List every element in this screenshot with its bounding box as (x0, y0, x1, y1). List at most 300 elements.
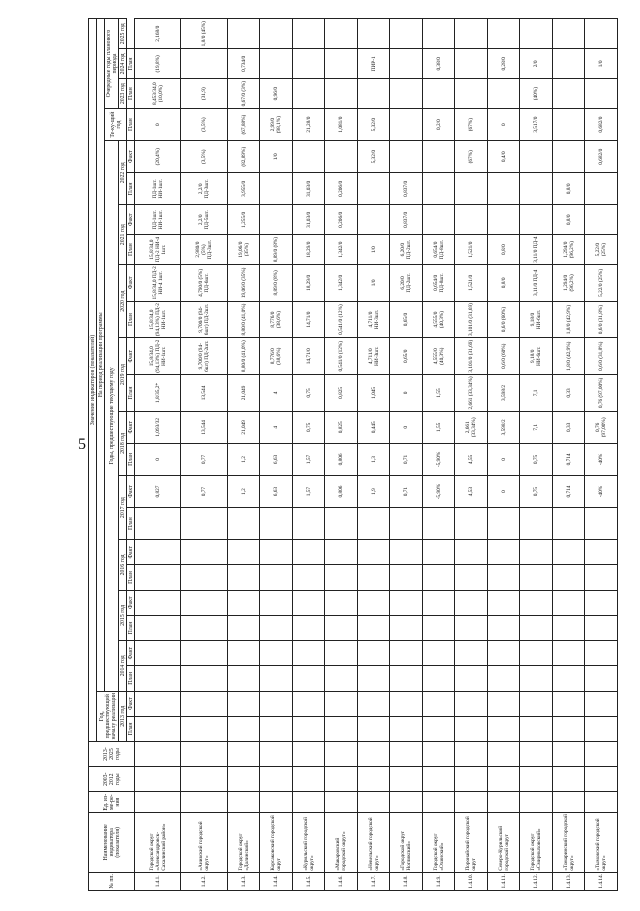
row-2003-2012 (520, 767, 553, 792)
row-cell (292, 141, 325, 173)
row-cell (227, 691, 260, 716)
row-cell (552, 666, 585, 691)
row-number: 1.4.2. (181, 872, 227, 890)
row-number: 1.4.7. (357, 872, 390, 890)
row-cell: 0,8/0 (487, 265, 520, 302)
row-cell: 4,55 (455, 443, 488, 475)
row-cell (325, 615, 358, 640)
row-cell: 0,682/0 (585, 141, 618, 173)
row-2003-2012 (292, 767, 325, 792)
header-current-year: 2023 год (119, 79, 127, 109)
row-cell: 0,75 (292, 375, 325, 412)
row-2003-2012 (135, 767, 181, 792)
row-2013-2025 (552, 741, 585, 766)
row-cell (390, 141, 423, 173)
row-cell (292, 716, 325, 741)
header-fact-8: Факт (127, 205, 135, 235)
header-year-7: 2020 год (119, 265, 127, 338)
header-fact-4: Факт (127, 475, 135, 507)
header-plan-2: План (127, 615, 135, 640)
row-indicator-name: Северо-Курильский городской округ (487, 813, 520, 873)
row-cell: 0,8/0 (487, 235, 520, 265)
row-cell (520, 141, 553, 173)
row-cell: (3,5%) (181, 109, 227, 141)
row-cell (181, 508, 227, 540)
row-cell (260, 691, 293, 716)
header-plan-2025: План (127, 49, 135, 79)
header-fact-2: Факт (127, 590, 135, 615)
row-cell (227, 666, 260, 691)
row-cell (181, 691, 227, 716)
row-cell: 0,71 (390, 475, 423, 507)
row-cell (390, 590, 423, 615)
row-cell (227, 540, 260, 565)
row-number: 1.4.14. (585, 872, 618, 890)
row-cell: 1,521/0 (455, 265, 488, 302)
row-cell: 2,661 (33,34%) (455, 375, 488, 412)
rotated-table-wrapper (88, 18, 618, 891)
row-cell: 0,806 (325, 443, 358, 475)
row-cell (227, 615, 260, 640)
row-cell: 0,76 (97,00%) (585, 411, 618, 443)
row-cell: 21,049 (227, 375, 260, 412)
row-cell: 1/0 (585, 49, 618, 79)
row-cell: 2,980/0 (5%) ПД-3шт. (181, 235, 227, 265)
row-cell (260, 666, 293, 691)
row-cell (227, 565, 260, 590)
row-cell (135, 691, 181, 716)
row-cell: 7,1 (520, 411, 553, 443)
row-cell (325, 19, 358, 49)
row-unit (390, 792, 423, 813)
row-cell (487, 565, 520, 590)
row-cell: 8,776/0 (38,6%) (260, 301, 293, 338)
row-cell (325, 666, 358, 691)
row-cell (135, 716, 181, 741)
row-cell (357, 19, 390, 49)
row-cell: 1,255/0 (227, 205, 260, 235)
row-cell (260, 508, 293, 540)
row-cell (422, 508, 455, 540)
header-year-6: 2019 год (119, 338, 127, 411)
row-cell (135, 641, 181, 666)
row-cell (585, 641, 618, 666)
row-unit (487, 792, 520, 813)
header-plan-current: План (127, 109, 135, 141)
table-row (260, 19, 293, 891)
row-cell (227, 716, 260, 741)
row-cell (325, 540, 358, 565)
row-cell (357, 205, 390, 235)
header-current: Те-ку-щий год (105, 109, 127, 141)
row-2013-2025 (227, 741, 260, 766)
row-cell (325, 49, 358, 79)
row-cell: 1,8/0 (45%) (181, 19, 227, 49)
header-name: Наименование индикатора (показателя) (89, 813, 135, 873)
row-cell: 1,294/0 (96,2%) (552, 235, 585, 265)
row-cell: 0,734/0 (227, 49, 260, 79)
header-year-1: 2014 год (119, 641, 127, 691)
row-cell: ПД-1шт. НИ-1шт. (135, 173, 181, 205)
row-cell (487, 716, 520, 741)
row-2013-2025 (357, 741, 390, 766)
header-plan-2024: План (127, 79, 135, 109)
row-cell: 0,837/0 (390, 173, 423, 205)
row-cell: 8,89/0 (8%) (260, 235, 293, 265)
row-cell (552, 49, 585, 79)
row-cell (260, 716, 293, 741)
row-cell: 0,96/0 (260, 79, 293, 109)
row-cell (260, 173, 293, 205)
row-cell: 3,598/2 (487, 375, 520, 412)
row-cell: 1,8/0 (42,9%) (552, 301, 585, 338)
row-2013-2025 (292, 741, 325, 766)
table-row (520, 19, 553, 891)
row-cell: 4,790/0 (5%) ПД-6шт. (181, 265, 227, 302)
row-cell: 0,6/0 (60%) (487, 301, 520, 338)
row-cell: 8,80/0 (41,0%) (227, 338, 260, 375)
row-cell (357, 540, 390, 565)
row-2013-2025 (520, 741, 553, 766)
row-cell (455, 716, 488, 741)
header-fact-6: Факт (127, 338, 135, 375)
row-cell (585, 508, 618, 540)
row-number: 1.4.9. (422, 872, 455, 890)
row-cell: 0,33 (552, 375, 585, 412)
row-cell: 0,206/0 (325, 205, 358, 235)
header-plan-0: План (127, 716, 135, 741)
row-cell (552, 109, 585, 141)
row-cell (520, 590, 553, 615)
row-cell (325, 716, 358, 741)
row-cell (520, 540, 553, 565)
header-years-before: Годы, предшествующие текущему году (105, 141, 119, 691)
row-cell (390, 540, 423, 565)
row-cell: 19,06/0 (35%) (227, 265, 260, 302)
row-cell (260, 590, 293, 615)
row-cell: 1,57 (292, 475, 325, 507)
row-unit (552, 792, 585, 813)
row-2003-2012 (455, 767, 488, 792)
row-cell: 1,045 (357, 375, 390, 412)
row-cell (135, 565, 181, 590)
row-number: 1.4.13. (552, 872, 585, 890)
row-cell: 0 (487, 443, 520, 475)
row-cell (227, 641, 260, 666)
row-cell: 5,32/0 (357, 109, 390, 141)
row-2003-2012 (552, 767, 585, 792)
row-2003-2012 (260, 767, 293, 792)
row-cell: 14,71/0 (292, 338, 325, 375)
row-cell: 4,711/0 НИ-3шт. (357, 338, 390, 375)
row-cell: 0 (487, 475, 520, 507)
row-indicator-name: «Невельский городской округ» (357, 813, 390, 873)
row-cell: 0,33 (552, 411, 585, 443)
header-period: На период реализации программы (97, 19, 105, 692)
row-cell (260, 540, 293, 565)
row-cell (325, 590, 358, 615)
row-cell: 9,700/0 (94-6шт) ПД-2шт. (181, 338, 227, 375)
row-cell: 1,342/0 (325, 265, 358, 302)
row-unit (585, 792, 618, 813)
row-cell: (67%) (455, 141, 488, 173)
row-indicator-name: Корсаковский городской округ (260, 813, 293, 873)
row-cell (487, 173, 520, 205)
row-cell (455, 49, 488, 79)
row-number: 1.4.8. (390, 872, 423, 890)
row-cell: 0,714 (552, 443, 585, 475)
row-cell (520, 19, 553, 49)
row-cell (422, 590, 455, 615)
table-row (135, 19, 181, 891)
row-cell: 6,63 (260, 475, 293, 507)
row-cell (292, 666, 325, 691)
row-cell (357, 173, 390, 205)
row-cell: (31,9) (181, 79, 227, 109)
row-cell: (20,4%) (135, 141, 181, 173)
row-cell: 3,598/2 (487, 411, 520, 443)
header-plan-5: План (127, 443, 135, 475)
row-2013-2025 (325, 741, 358, 766)
row-cell: 2,661 (33,34%) (455, 411, 488, 443)
row-cell: 18,29/0 (292, 265, 325, 302)
row-number: 1.4.11. (487, 872, 520, 890)
row-cell (552, 508, 585, 540)
row-cell: 0,65/0 (390, 338, 423, 375)
row-cell (181, 565, 227, 590)
row-cell (325, 641, 358, 666)
row-cell: ПИР-1 (357, 49, 390, 79)
row-cell (552, 716, 585, 741)
row-cell (260, 641, 293, 666)
row-cell: 0,2/0 (422, 109, 455, 141)
row-cell (260, 205, 293, 235)
row-cell (181, 590, 227, 615)
row-indicator-name: «Анивский городской округ» (181, 813, 227, 873)
row-cell (181, 49, 227, 79)
row-cell: 0,825 (325, 375, 358, 412)
table-row (552, 19, 585, 891)
table-row (292, 19, 325, 891)
row-cell: 0,806 (325, 475, 358, 507)
table-row (390, 19, 423, 891)
row-cell (487, 691, 520, 716)
header-planning: Очередные годы планового периода (105, 19, 119, 109)
header-year-0: 2013 год (119, 691, 127, 741)
header-plan-8: План (127, 235, 135, 265)
row-cell: (82,89%) (227, 141, 260, 173)
header-year-4: 2017 год (119, 475, 127, 539)
header-year-3: 2016 год (119, 540, 127, 590)
row-number: 1.4.6. (325, 872, 358, 890)
row-cell: 1,2 (227, 443, 260, 475)
row-cell: (67%) (455, 109, 488, 141)
row-cell: 15,8/34,0 (94,13%) ПД-2 НИ-1шт. (135, 338, 181, 375)
row-unit (260, 792, 293, 813)
row-2013-2025 (260, 741, 293, 766)
row-2013-2025 (181, 741, 227, 766)
row-cell: 14,71/0 (292, 301, 325, 338)
row-cell (487, 19, 520, 49)
row-cell (227, 19, 260, 49)
row-cell: 1,294/0 (96,2%) (552, 265, 585, 302)
row-cell (181, 716, 227, 741)
row-cell (455, 19, 488, 49)
header-year-5: 2018 год (119, 411, 127, 475)
row-cell (135, 666, 181, 691)
row-2003-2012 (357, 767, 390, 792)
row-cell: 8,776/0 (38,6%) (260, 338, 293, 375)
row-cell: 0 (390, 411, 423, 443)
row-cell (422, 666, 455, 691)
row-number: 1.4.1. (135, 872, 181, 890)
table-row (227, 19, 260, 891)
row-cell: 15,8/34,0 ПД-2 НИ-4 1шт. (135, 265, 181, 302)
row-unit (422, 792, 455, 813)
row-cell: 1/0 (357, 265, 390, 302)
row-cell: 0,827 (135, 475, 181, 507)
row-cell (390, 49, 423, 79)
row-cell: 1,8/35,2* (135, 375, 181, 412)
row-2003-2012 (422, 767, 455, 792)
row-unit (135, 792, 181, 813)
header-plan-9: План (127, 173, 135, 205)
row-cell (357, 590, 390, 615)
row-cell (292, 49, 325, 79)
row-unit (181, 792, 227, 813)
row-cell (181, 615, 227, 640)
row-cell: 31,03/0 (292, 173, 325, 205)
row-cell (520, 205, 553, 235)
row-unit (227, 792, 260, 813)
row-cell (135, 590, 181, 615)
row-cell: 8,80/0 (41,0%) (227, 301, 260, 338)
row-cell: 1,8/0 (42,9%) (552, 338, 585, 375)
row-cell (357, 691, 390, 716)
row-cell (585, 615, 618, 640)
row-cell (260, 19, 293, 49)
row-cell (390, 615, 423, 640)
header-fact-5: Факт (127, 411, 135, 443)
row-indicator-name: «Курильский городской округ» (292, 813, 325, 873)
row-cell: 3,11/0 ПД-4 (520, 265, 553, 302)
row-cell (487, 205, 520, 235)
row-cell: 8,89/0 (8%) (260, 265, 293, 302)
row-2003-2012 (585, 767, 618, 792)
row-unit (357, 792, 390, 813)
row-cell (292, 508, 325, 540)
row-cell: 4,555/0 (40,3%) (422, 301, 455, 338)
row-cell: 0,837/0 (390, 205, 423, 235)
table-row (357, 19, 390, 891)
row-cell: 2,168/0 (135, 19, 181, 49)
row-number: 1.4.5. (292, 872, 325, 890)
table-row (422, 19, 455, 891)
row-cell: 5,22/0 (25%) (585, 265, 618, 302)
row-cell (181, 540, 227, 565)
row-cell: 0,8/0 (552, 205, 585, 235)
row-cell (390, 19, 423, 49)
row-cell: 1,081/0 (325, 109, 358, 141)
row-cell: 0 (390, 375, 423, 412)
row-cell (520, 615, 553, 640)
header-values-group: Значение индикаторов (показателей) (89, 19, 97, 742)
row-cell: 0 (135, 109, 181, 141)
row-cell (325, 565, 358, 590)
row-cell (357, 716, 390, 741)
header-fact-3: Факт (127, 540, 135, 565)
row-cell: -5,90% (422, 443, 455, 475)
row-cell: 1/0 (260, 141, 293, 173)
row-cell (325, 508, 358, 540)
row-cell: 0,654/0 ПД-8шт. (422, 265, 455, 302)
row-cell (585, 565, 618, 590)
row-cell: ПД-1шт. НИ-1шт. (135, 205, 181, 235)
row-indicator-name: «Тымовский городской округ» (585, 813, 618, 873)
row-cell: 3,101/0 (31,69) (455, 301, 488, 338)
row-unit (455, 792, 488, 813)
row-cell: 6,63 (260, 443, 293, 475)
header-plan-year-1: 2025 год (119, 19, 127, 49)
row-cell: 4 (260, 411, 293, 443)
row-number: 1.4.4. (260, 872, 293, 890)
header-fact-0: Факт (127, 691, 135, 716)
header-num: № пп. (89, 872, 135, 890)
table-row (487, 19, 520, 891)
row-cell (390, 716, 423, 741)
row-cell: 0,682/0 (585, 109, 618, 141)
row-cell (585, 540, 618, 565)
header-base-year: Год, предшествующий началу реализации (98, 692, 117, 740)
row-cell (487, 590, 520, 615)
row-indicator-name: Поронайский городской округ (455, 813, 488, 873)
row-cell (422, 205, 455, 235)
row-2013-2025 (390, 741, 423, 766)
header-plan-3: План (127, 565, 135, 590)
table-row (455, 19, 488, 891)
row-cell (422, 173, 455, 205)
table-row (181, 19, 227, 891)
row-cell (422, 641, 455, 666)
row-cell: 21,28/0 (292, 109, 325, 141)
row-cell (520, 666, 553, 691)
row-cell (455, 565, 488, 590)
row-cell (455, 641, 488, 666)
row-indicator-name: Городской округ «Охинский» (422, 813, 455, 873)
row-cell (390, 109, 423, 141)
row-2013-2025 (585, 741, 618, 766)
row-cell (520, 173, 553, 205)
row-cell: 0,4/0 (487, 141, 520, 173)
row-cell: 4,711/0 НИ-3шт. (357, 301, 390, 338)
row-number: 1.4.3. (227, 872, 260, 890)
row-cell: 18,29/0 (292, 235, 325, 265)
row-cell (422, 19, 455, 49)
row-cell (390, 641, 423, 666)
row-cell (487, 641, 520, 666)
row-cell (260, 49, 293, 79)
row-cell: 4 (260, 375, 293, 412)
row-cell: (67,88%) (227, 109, 260, 141)
row-2013-2025 (487, 741, 520, 766)
row-cell (422, 79, 455, 109)
row-2003-2012 (227, 767, 260, 792)
row-cell: 8,453/34,0 (10,0%) (135, 79, 181, 109)
row-cell: 1/0 (357, 235, 390, 265)
header-fact-1: Факт (127, 641, 135, 666)
row-cell (487, 615, 520, 640)
row-cell (390, 508, 423, 540)
